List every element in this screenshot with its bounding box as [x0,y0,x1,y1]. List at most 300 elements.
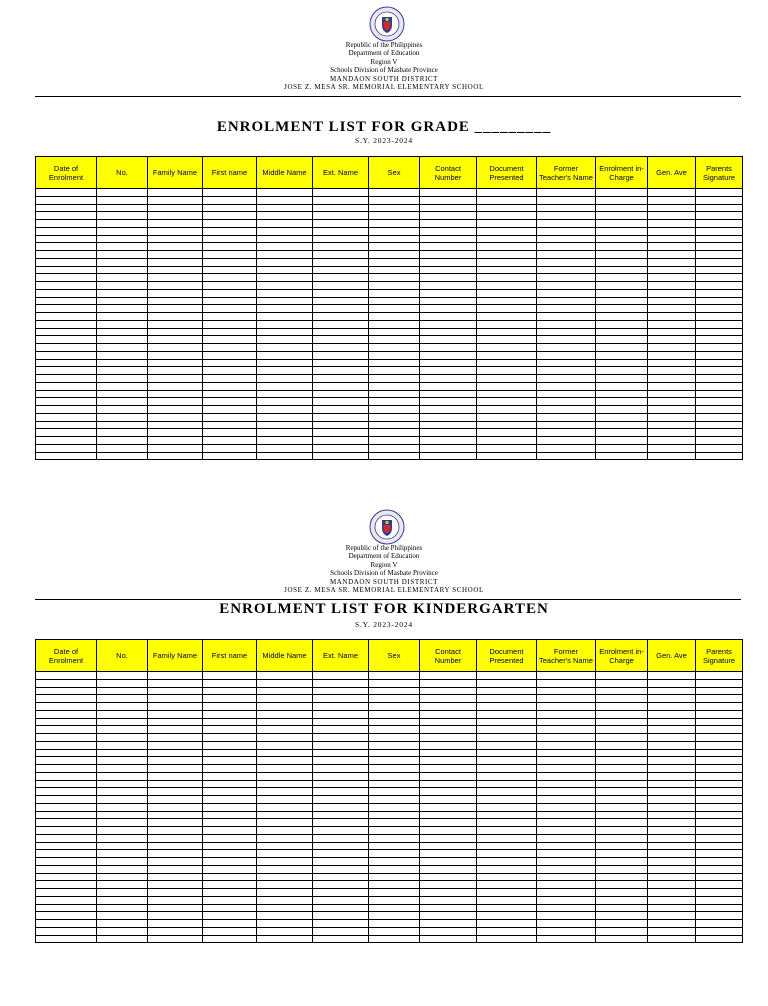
blank-cell[interactable] [369,305,420,313]
blank-cell[interactable] [369,718,420,726]
blank-cell[interactable] [696,382,743,390]
blank-cell[interactable] [257,788,313,796]
blank-cell[interactable] [313,765,369,773]
blank-cell[interactable] [97,679,148,687]
blank-cell[interactable] [696,220,743,228]
blank-cell[interactable] [696,803,743,811]
blank-cell[interactable] [97,220,148,228]
blank-cell[interactable] [369,679,420,687]
blank-cell[interactable] [203,889,257,897]
blank-cell[interactable] [537,406,596,414]
blank-cell[interactable] [696,842,743,850]
blank-cell[interactable] [477,920,537,928]
blank-cell[interactable] [696,889,743,897]
blank-cell[interactable] [257,780,313,788]
blank-cell[interactable] [203,336,257,344]
blank-cell[interactable] [97,765,148,773]
blank-cell[interactable] [696,367,743,375]
blank-cell[interactable] [36,313,97,321]
blank-cell[interactable] [148,834,203,842]
blank-cell[interactable] [477,904,537,912]
blank-cell[interactable] [148,351,203,359]
blank-cell[interactable] [148,336,203,344]
blank-cell[interactable] [36,375,97,383]
blank-cell[interactable] [148,780,203,788]
blank-cell[interactable] [537,375,596,383]
blank-cell[interactable] [148,765,203,773]
blank-cell[interactable] [203,734,257,742]
blank-cell[interactable] [313,328,369,336]
blank-cell[interactable] [420,189,477,197]
blank-cell[interactable] [203,367,257,375]
blank-cell[interactable] [477,344,537,352]
blank-cell[interactable] [648,896,696,904]
blank-cell[interactable] [477,220,537,228]
blank-cell[interactable] [369,741,420,749]
blank-cell[interactable] [369,227,420,235]
blank-cell[interactable] [148,390,203,398]
blank-cell[interactable] [257,927,313,935]
blank-cell[interactable] [477,227,537,235]
blank-cell[interactable] [537,695,596,703]
blank-cell[interactable] [596,842,648,850]
blank-cell[interactable] [696,429,743,437]
blank-cell[interactable] [203,741,257,749]
blank-cell[interactable] [648,189,696,197]
blank-cell[interactable] [648,850,696,858]
blank-cell[interactable] [97,344,148,352]
blank-cell[interactable] [537,444,596,452]
blank-cell[interactable] [537,305,596,313]
blank-cell[interactable] [648,289,696,297]
blank-cell[interactable] [257,452,313,460]
blank-cell[interactable] [313,920,369,928]
blank-cell[interactable] [648,313,696,321]
blank-cell[interactable] [648,398,696,406]
blank-cell[interactable] [257,904,313,912]
blank-cell[interactable] [696,196,743,204]
blank-cell[interactable] [257,297,313,305]
blank-cell[interactable] [203,398,257,406]
blank-cell[interactable] [203,873,257,881]
blank-cell[interactable] [257,734,313,742]
blank-cell[interactable] [596,865,648,873]
blank-cell[interactable] [648,204,696,212]
blank-cell[interactable] [313,811,369,819]
blank-cell[interactable] [537,935,596,943]
blank-cell[interactable] [477,189,537,197]
blank-cell[interactable] [97,235,148,243]
blank-cell[interactable] [203,227,257,235]
blank-cell[interactable] [313,320,369,328]
blank-cell[interactable] [596,204,648,212]
blank-cell[interactable] [696,757,743,765]
blank-cell[interactable] [420,679,477,687]
blank-cell[interactable] [596,772,648,780]
blank-cell[interactable] [148,204,203,212]
blank-cell[interactable] [148,251,203,259]
blank-cell[interactable] [257,444,313,452]
blank-cell[interactable] [97,452,148,460]
blank-cell[interactable] [477,889,537,897]
blank-cell[interactable] [203,212,257,220]
blank-cell[interactable] [97,865,148,873]
blank-cell[interactable] [420,406,477,414]
blank-cell[interactable] [148,865,203,873]
blank-cell[interactable] [148,274,203,282]
blank-cell[interactable] [148,328,203,336]
blank-cell[interactable] [257,850,313,858]
blank-cell[interactable] [313,251,369,259]
blank-cell[interactable] [257,375,313,383]
blank-cell[interactable] [596,710,648,718]
blank-cell[interactable] [148,196,203,204]
blank-cell[interactable] [420,375,477,383]
blank-cell[interactable] [36,359,97,367]
blank-cell[interactable] [596,189,648,197]
blank-cell[interactable] [648,437,696,445]
blank-cell[interactable] [596,305,648,313]
blank-cell[interactable] [477,834,537,842]
blank-cell[interactable] [203,282,257,290]
blank-cell[interactable] [148,282,203,290]
blank-cell[interactable] [696,204,743,212]
blank-cell[interactable] [477,212,537,220]
blank-cell[interactable] [36,390,97,398]
blank-cell[interactable] [477,827,537,835]
blank-cell[interactable] [537,703,596,711]
blank-cell[interactable] [420,772,477,780]
blank-cell[interactable] [369,382,420,390]
blank-cell[interactable] [420,367,477,375]
blank-cell[interactable] [257,344,313,352]
blank-cell[interactable] [36,227,97,235]
blank-cell[interactable] [148,788,203,796]
blank-cell[interactable] [696,788,743,796]
blank-cell[interactable] [477,382,537,390]
blank-cell[interactable] [369,687,420,695]
blank-cell[interactable] [596,406,648,414]
blank-cell[interactable] [537,336,596,344]
blank-cell[interactable] [420,196,477,204]
blank-cell[interactable] [203,881,257,889]
blank-cell[interactable] [148,710,203,718]
blank-cell[interactable] [477,710,537,718]
blank-cell[interactable] [313,282,369,290]
blank-cell[interactable] [596,757,648,765]
blank-cell[interactable] [36,351,97,359]
blank-cell[interactable] [420,336,477,344]
blank-cell[interactable] [148,796,203,804]
blank-cell[interactable] [369,251,420,259]
blank-cell[interactable] [97,819,148,827]
blank-cell[interactable] [97,757,148,765]
blank-cell[interactable] [596,796,648,804]
blank-cell[interactable] [596,765,648,773]
blank-cell[interactable] [36,266,97,274]
blank-cell[interactable] [477,375,537,383]
blank-cell[interactable] [648,726,696,734]
blank-cell[interactable] [203,320,257,328]
blank-cell[interactable] [313,398,369,406]
blank-cell[interactable] [97,289,148,297]
blank-cell[interactable] [203,765,257,773]
blank-cell[interactable] [257,220,313,228]
blank-cell[interactable] [537,251,596,259]
blank-cell[interactable] [477,858,537,866]
blank-cell[interactable] [648,889,696,897]
blank-cell[interactable] [203,803,257,811]
blank-cell[interactable] [420,749,477,757]
blank-cell[interactable] [203,811,257,819]
blank-cell[interactable] [477,398,537,406]
blank-cell[interactable] [369,235,420,243]
blank-cell[interactable] [36,873,97,881]
blank-cell[interactable] [313,258,369,266]
blank-cell[interactable] [696,320,743,328]
blank-cell[interactable] [537,220,596,228]
blank-cell[interactable] [369,749,420,757]
blank-cell[interactable] [148,313,203,321]
blank-cell[interactable] [369,803,420,811]
blank-cell[interactable] [648,406,696,414]
blank-cell[interactable] [537,873,596,881]
blank-cell[interactable] [257,873,313,881]
blank-cell[interactable] [696,904,743,912]
blank-cell[interactable] [313,289,369,297]
blank-cell[interactable] [369,289,420,297]
blank-cell[interactable] [537,390,596,398]
blank-cell[interactable] [648,788,696,796]
blank-cell[interactable] [97,243,148,251]
blank-cell[interactable] [203,679,257,687]
blank-cell[interactable] [203,220,257,228]
blank-cell[interactable] [257,421,313,429]
blank-cell[interactable] [696,336,743,344]
blank-cell[interactable] [313,935,369,943]
blank-cell[interactable] [257,305,313,313]
blank-cell[interactable] [313,687,369,695]
blank-cell[interactable] [97,382,148,390]
blank-cell[interactable] [648,421,696,429]
blank-cell[interactable] [696,927,743,935]
blank-cell[interactable] [369,834,420,842]
blank-cell[interactable] [257,243,313,251]
blank-cell[interactable] [696,726,743,734]
blank-cell[interactable] [477,865,537,873]
blank-cell[interactable] [596,359,648,367]
blank-cell[interactable] [313,274,369,282]
blank-cell[interactable] [203,351,257,359]
blank-cell[interactable] [313,313,369,321]
blank-cell[interactable] [596,850,648,858]
blank-cell[interactable] [596,904,648,912]
blank-cell[interactable] [420,220,477,228]
blank-cell[interactable] [696,344,743,352]
blank-cell[interactable] [203,444,257,452]
blank-cell[interactable] [36,444,97,452]
blank-cell[interactable] [148,437,203,445]
blank-cell[interactable] [537,289,596,297]
blank-cell[interactable] [420,266,477,274]
blank-cell[interactable] [203,726,257,734]
blank-cell[interactable] [36,289,97,297]
blank-cell[interactable] [648,452,696,460]
blank-cell[interactable] [97,274,148,282]
blank-cell[interactable] [648,734,696,742]
blank-cell[interactable] [36,811,97,819]
blank-cell[interactable] [537,889,596,897]
blank-cell[interactable] [477,726,537,734]
blank-cell[interactable] [477,282,537,290]
blank-cell[interactable] [203,687,257,695]
blank-cell[interactable] [148,935,203,943]
blank-cell[interactable] [537,927,596,935]
blank-cell[interactable] [369,344,420,352]
blank-cell[interactable] [696,266,743,274]
blank-cell[interactable] [648,811,696,819]
blank-cell[interactable] [537,803,596,811]
blank-cell[interactable] [477,873,537,881]
blank-cell[interactable] [257,703,313,711]
blank-cell[interactable] [203,359,257,367]
blank-cell[interactable] [97,398,148,406]
blank-cell[interactable] [148,297,203,305]
blank-cell[interactable] [36,687,97,695]
blank-cell[interactable] [596,421,648,429]
blank-cell[interactable] [148,413,203,421]
blank-cell[interactable] [36,220,97,228]
blank-cell[interactable] [596,367,648,375]
blank-cell[interactable] [420,710,477,718]
blank-cell[interactable] [537,359,596,367]
blank-cell[interactable] [537,734,596,742]
blank-cell[interactable] [369,734,420,742]
blank-cell[interactable] [537,204,596,212]
blank-cell[interactable] [369,220,420,228]
blank-cell[interactable] [257,842,313,850]
blank-cell[interactable] [596,390,648,398]
blank-cell[interactable] [203,695,257,703]
blank-cell[interactable] [369,850,420,858]
blank-cell[interactable] [257,359,313,367]
blank-cell[interactable] [696,452,743,460]
blank-cell[interactable] [369,695,420,703]
blank-cell[interactable] [648,772,696,780]
blank-cell[interactable] [203,757,257,765]
blank-cell[interactable] [313,305,369,313]
blank-cell[interactable] [97,406,148,414]
blank-cell[interactable] [257,390,313,398]
blank-cell[interactable] [257,865,313,873]
blank-cell[interactable] [537,920,596,928]
blank-cell[interactable] [420,811,477,819]
blank-cell[interactable] [696,328,743,336]
blank-cell[interactable] [313,220,369,228]
blank-cell[interactable] [148,220,203,228]
blank-cell[interactable] [148,305,203,313]
blank-cell[interactable] [257,935,313,943]
blank-cell[interactable] [257,289,313,297]
blank-cell[interactable] [477,811,537,819]
blank-cell[interactable] [696,444,743,452]
blank-cell[interactable] [537,344,596,352]
blank-cell[interactable] [97,336,148,344]
blank-cell[interactable] [313,189,369,197]
blank-cell[interactable] [97,710,148,718]
blank-cell[interactable] [257,282,313,290]
blank-cell[interactable] [696,827,743,835]
blank-cell[interactable] [477,320,537,328]
blank-cell[interactable] [369,935,420,943]
blank-cell[interactable] [648,718,696,726]
blank-cell[interactable] [148,375,203,383]
blank-cell[interactable] [203,850,257,858]
blank-cell[interactable] [537,842,596,850]
blank-cell[interactable] [596,734,648,742]
blank-cell[interactable] [648,796,696,804]
blank-cell[interactable] [648,741,696,749]
blank-cell[interactable] [596,679,648,687]
blank-cell[interactable] [537,235,596,243]
blank-cell[interactable] [648,297,696,305]
blank-cell[interactable] [36,367,97,375]
blank-cell[interactable] [257,274,313,282]
blank-cell[interactable] [257,196,313,204]
blank-cell[interactable] [257,351,313,359]
blank-cell[interactable] [369,726,420,734]
blank-cell[interactable] [420,212,477,220]
blank-cell[interactable] [36,297,97,305]
blank-cell[interactable] [369,437,420,445]
blank-cell[interactable] [420,796,477,804]
blank-cell[interactable] [257,328,313,336]
blank-cell[interactable] [596,196,648,204]
blank-cell[interactable] [313,772,369,780]
blank-cell[interactable] [313,679,369,687]
blank-cell[interactable] [696,359,743,367]
blank-cell[interactable] [369,266,420,274]
blank-cell[interactable] [97,189,148,197]
blank-cell[interactable] [36,796,97,804]
blank-cell[interactable] [36,282,97,290]
blank-cell[interactable] [36,251,97,259]
blank-cell[interactable] [537,749,596,757]
blank-cell[interactable] [420,726,477,734]
blank-cell[interactable] [36,780,97,788]
blank-cell[interactable] [596,266,648,274]
blank-cell[interactable] [203,328,257,336]
blank-cell[interactable] [36,819,97,827]
blank-cell[interactable] [313,827,369,835]
blank-cell[interactable] [97,788,148,796]
blank-cell[interactable] [537,687,596,695]
blank-cell[interactable] [97,421,148,429]
blank-cell[interactable] [477,703,537,711]
blank-cell[interactable] [313,351,369,359]
blank-cell[interactable] [596,313,648,321]
blank-cell[interactable] [420,274,477,282]
blank-cell[interactable] [257,212,313,220]
blank-cell[interactable] [477,741,537,749]
blank-cell[interactable] [696,749,743,757]
blank-cell[interactable] [477,204,537,212]
blank-cell[interactable] [203,788,257,796]
blank-cell[interactable] [203,896,257,904]
blank-cell[interactable] [369,881,420,889]
blank-cell[interactable] [537,865,596,873]
blank-cell[interactable] [696,935,743,943]
